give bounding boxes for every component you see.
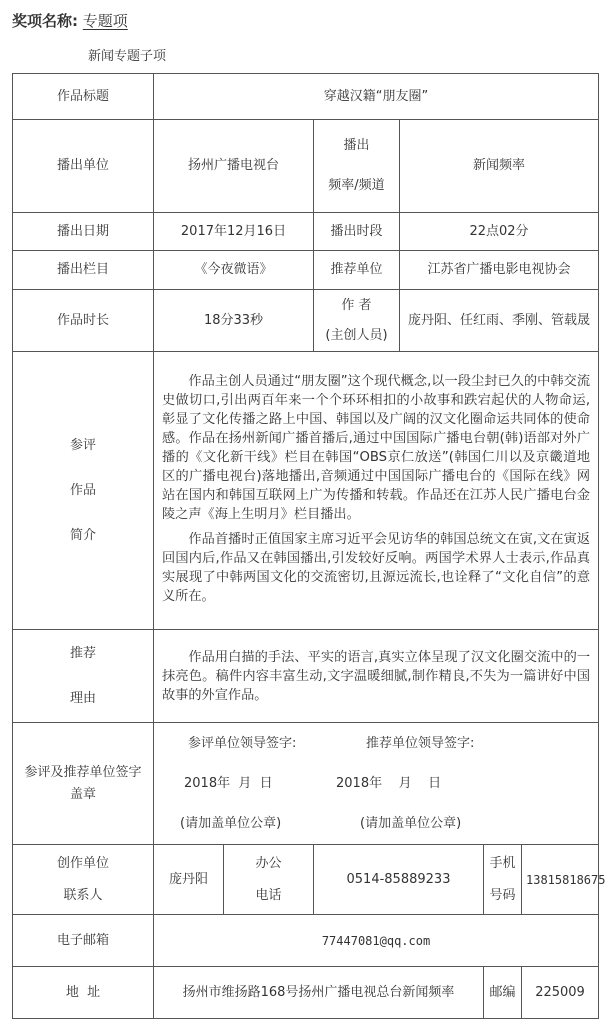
row-broadcaster — [13, 120, 599, 213]
sign-area — [154, 723, 599, 845]
duration-value: 18分33秒 — [154, 290, 314, 352]
row-signature — [13, 723, 599, 845]
intro-paragraph-1: 作品主创人员通过“朋友圈”这个现代概念,以一段尘封已久的中韩交流史做切口,引出两百年来一个个环环相扣的小故事和跌宕起伏的人物命运,彰显了文化传播之路上中国、韩国以及广阔的汉文化圈命运共同体的使命感。作品在扬州新闻广播首播后,通过中国国际广播电台朝(韩)语部对外广播的《文化新干线》栏目在韩国“OBS京仁放送”(韩国仁川以及京畿道地区的广播电视台)落地播出,音频通过中国国际广播电台的《国际在线》网站在国内和韩国互联网上广为传播和转载。作品还在江苏人民广播电台金陵之声《海上生明月》栏目播出。 — [162, 373, 591, 522]
row-reason — [13, 630, 599, 723]
title-value: 穿越汉籍“朋友圈” — [154, 74, 599, 120]
duration-label: 作品时长 — [13, 290, 154, 352]
row-intro — [13, 352, 599, 630]
sign-label: 参评及推荐单位签字盖章 — [13, 723, 154, 845]
right-sign-title: 推荐单位领导签字: — [366, 735, 475, 751]
author-value: 庞丹阳、任红雨、季刚、管载晟 — [400, 290, 599, 352]
broadcaster-label: 播出单位 — [13, 120, 154, 213]
author-label: 作 者 (主创人员) — [314, 290, 400, 352]
contact-label: 创作单位 联系人 — [13, 845, 154, 915]
intro-label: 参评 作品 简介 — [13, 352, 154, 630]
intro-text — [154, 352, 599, 630]
rec-value: 江苏省广播电影电视协会 — [400, 251, 599, 290]
right-seal-note: (请加盖单位公章) — [360, 815, 462, 831]
date-value: 2017年12月16日 — [154, 213, 314, 251]
row-address — [13, 967, 599, 1019]
row-duration — [13, 290, 599, 352]
entry-form-table — [12, 73, 606, 1019]
zip-label: 邮编 — [484, 967, 522, 1019]
freq-value: 新闻频率 — [400, 120, 599, 213]
email-label: 电子邮箱 — [13, 915, 154, 967]
award-label: 奖项名称: — [12, 12, 78, 30]
office-phone-label: 办公 电话 — [224, 845, 314, 915]
row-contact — [13, 845, 599, 915]
right-sign-date: 2018年 月 日 — [336, 775, 442, 791]
slot-value: 22点02分 — [400, 213, 599, 251]
column-label: 播出栏目 — [13, 251, 154, 290]
reason-label: 推荐 理由 — [13, 630, 154, 723]
row-column — [13, 251, 599, 290]
row-date — [13, 213, 599, 251]
intro-paragraph-2: 作品首播时正值国家主席习近平会见访华的韩国总统文在寅,文在寅返回国内后,作品又在韩国播出,引发较好反响。两国学术界人士表示,作品真实展现了中韩两国文化的交流密切,且源远流长,也诠释了“文化自信”的意义所在。 — [162, 531, 591, 604]
broadcaster-value: 扬州广播电视台 — [154, 120, 314, 213]
mobile-value: 13815818675 — [522, 845, 599, 915]
left-sign-date: 2018年 月 日 — [184, 775, 273, 791]
freq-label: 播出 频率/频道 — [314, 120, 400, 213]
rec-label: 推荐单位 — [314, 251, 400, 290]
contact-name: 庞丹阳 — [154, 845, 224, 915]
award-value: 专题项 — [82, 12, 128, 30]
title-label: 作品标题 — [13, 74, 154, 120]
slot-label: 播出时段 — [314, 213, 400, 251]
row-title — [13, 74, 599, 120]
left-sign-title: 参评单位领导签字: — [188, 735, 297, 751]
date-label: 播出日期 — [13, 213, 154, 251]
reason-text: 作品用白描的手法、平实的语言,真实立体呈现了汉文化圈交流中的一抹亮色。稿件内容丰富生动,文字温暖细腻,制作精良,不失为一篇讲好中国故事的外宣作品。 — [154, 630, 599, 723]
address-value: 扬州市维扬路168号扬州广播电视总台新闻频率 — [154, 967, 484, 1019]
office-phone-value: 0514-85889233 — [314, 845, 484, 915]
award-header — [12, 10, 128, 31]
left-seal-note: (请加盖单位公章) — [180, 815, 282, 831]
row-email — [13, 915, 599, 967]
sub-category: 新闻专题子项 — [88, 49, 167, 64]
mobile-label: 手机 号码 — [484, 845, 522, 915]
zip-value: 225009 — [522, 967, 599, 1019]
email-value: 77447081@qq.com — [154, 915, 599, 967]
column-value: 《今夜微语》 — [154, 251, 314, 290]
address-label: 地 址 — [13, 967, 154, 1019]
